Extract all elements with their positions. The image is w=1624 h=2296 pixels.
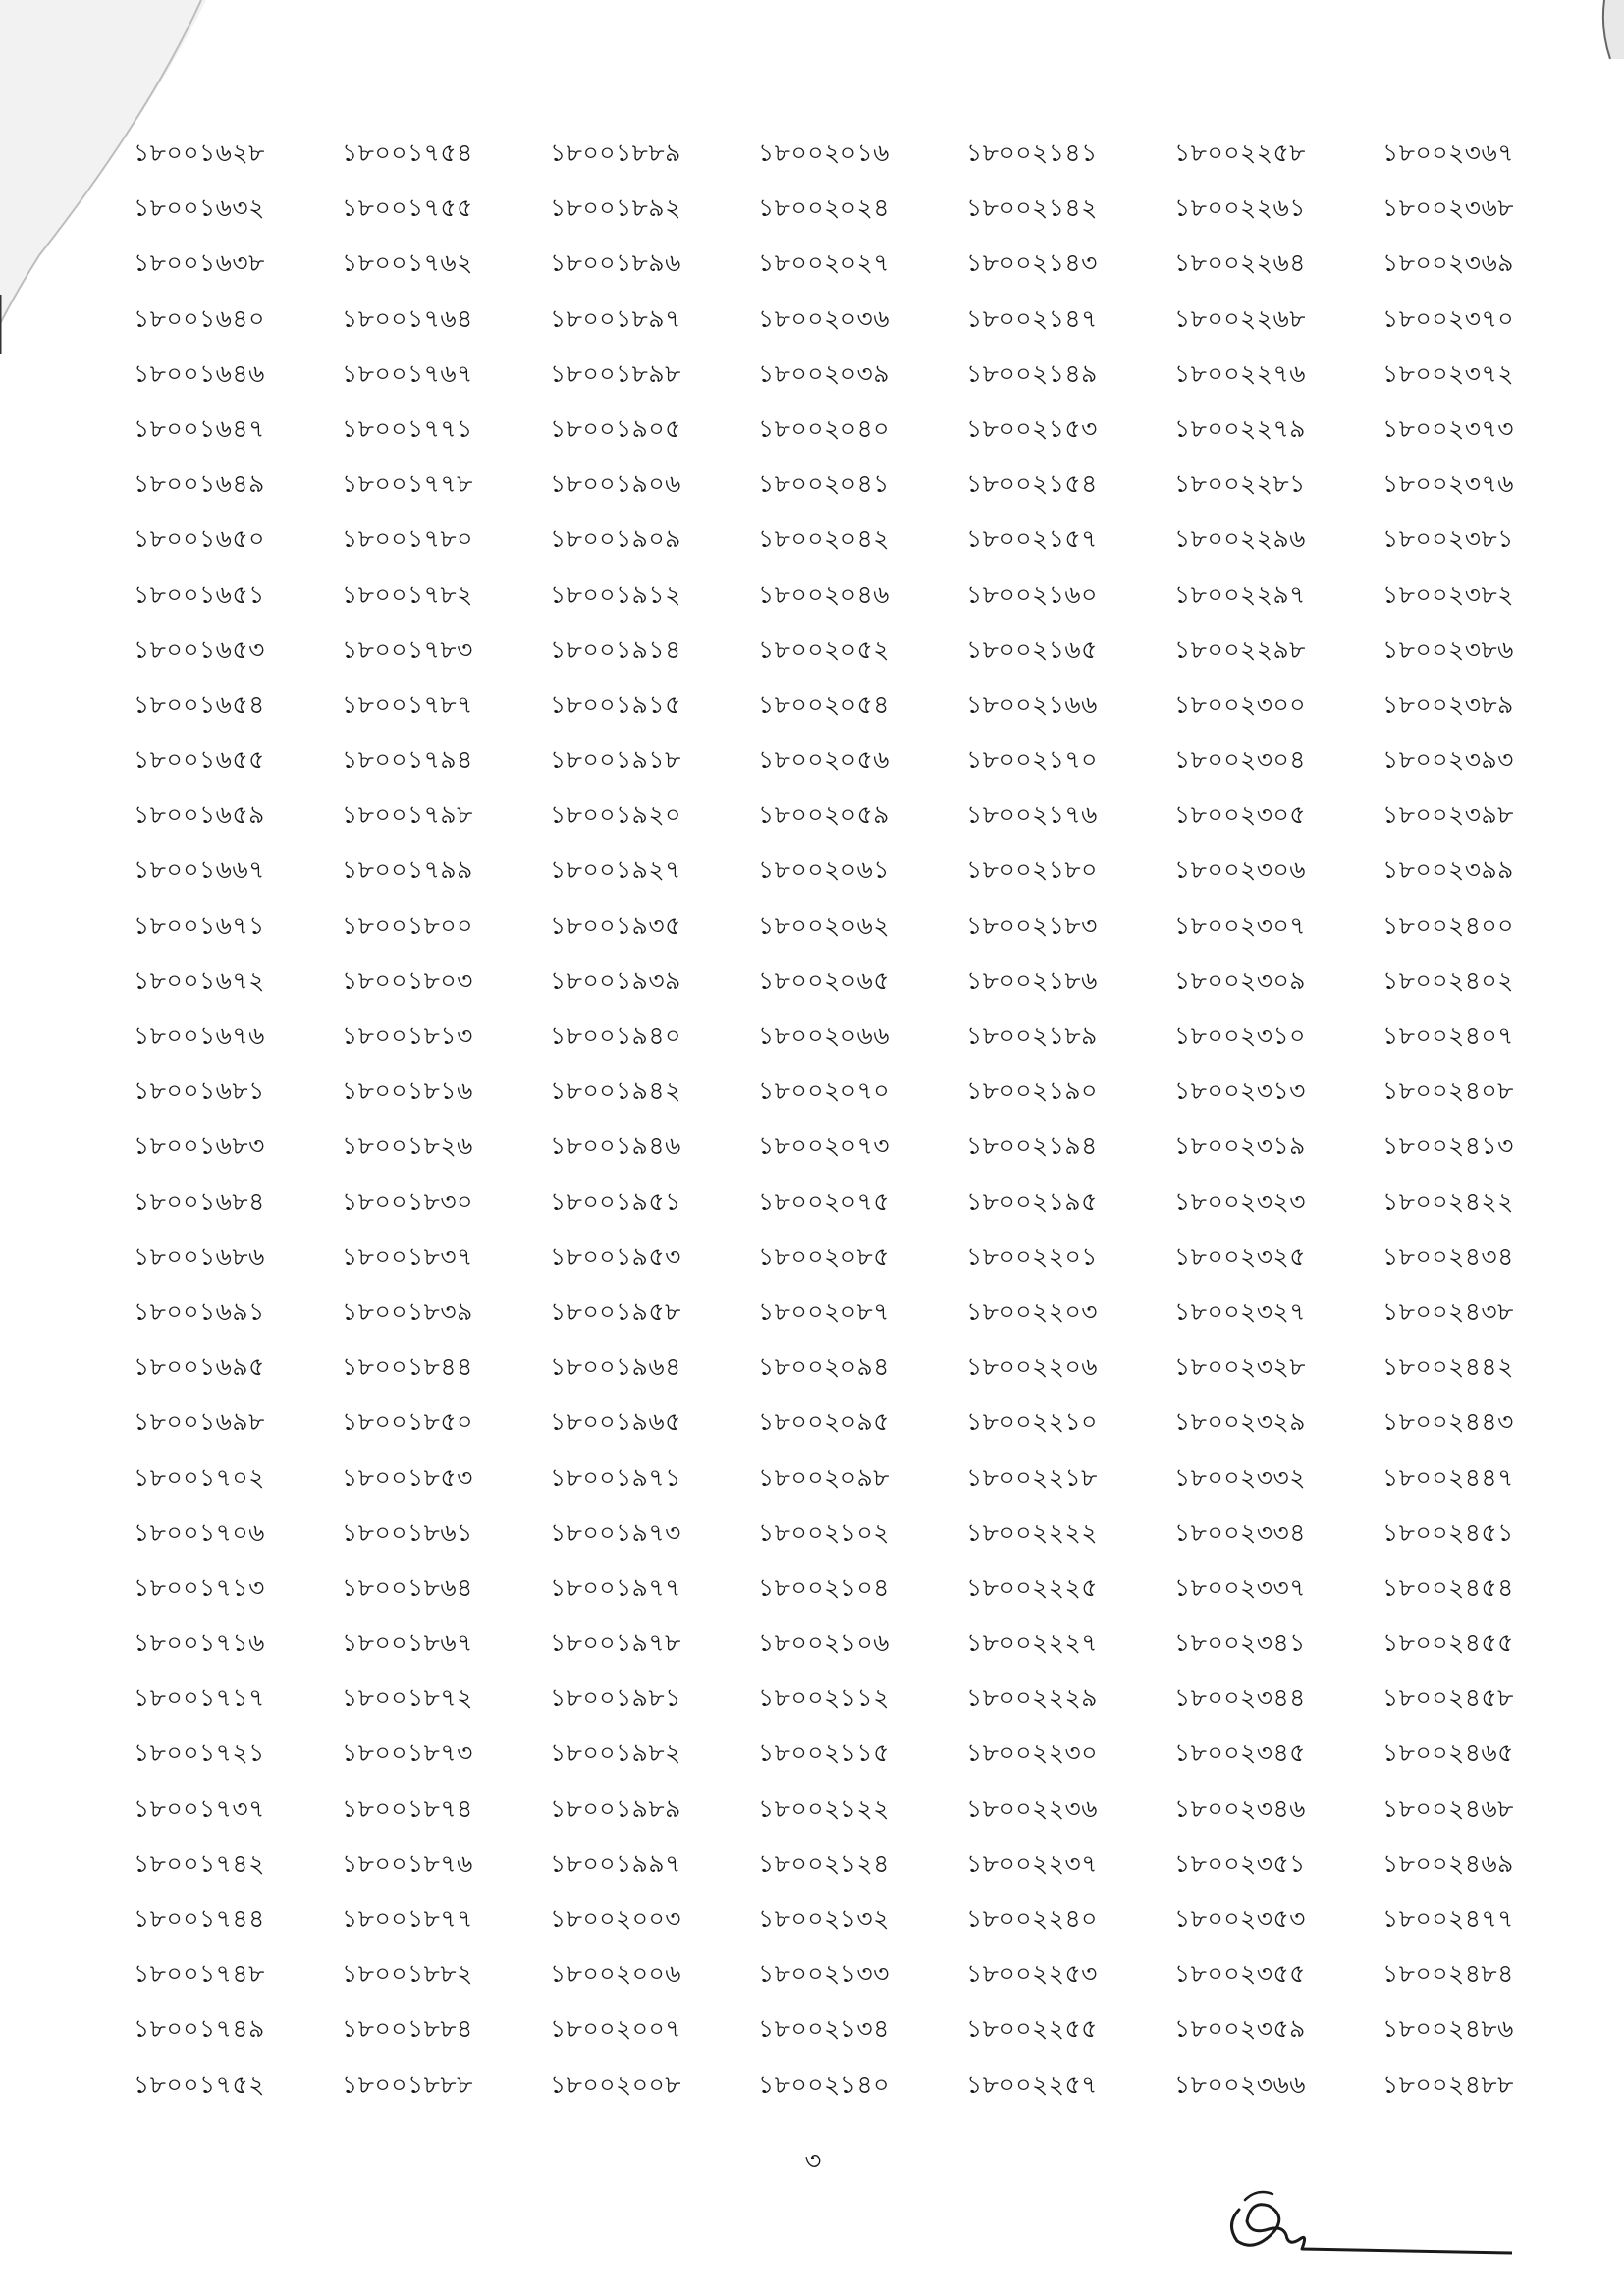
roll-number-cell: ১৮০০২০৫৬ xyxy=(758,745,890,775)
roll-number-cell: ১৮০০১৬৮১ xyxy=(134,1076,265,1106)
roll-number-cell: ১৮০০১৭৪৪ xyxy=(134,1904,265,1933)
roll-number-cell: ১৮০০২৪৮৬ xyxy=(1382,2014,1514,2044)
roll-number-cell: ১৮০০২২০১ xyxy=(966,1241,1098,1271)
roll-number-cell: ১৮০০২৩৪৬ xyxy=(1174,1793,1306,1823)
roll-number-cell: ১৮০০২৩৯৩ xyxy=(1382,745,1514,775)
roll-number-cell: ১৮০০১৯৭৩ xyxy=(550,1517,681,1547)
roll-number-cell: ১৮০০২৩২৫ xyxy=(1174,1241,1306,1271)
roll-number-cell: ১৮০০১৮৮২ xyxy=(342,1959,473,1989)
roll-number-cell: ১৮০০১৬৫৯ xyxy=(134,800,265,830)
roll-number-cell: ১৮০০১৬৫৩ xyxy=(134,634,265,664)
roll-number-cell: ১৮০০১৯৪২ xyxy=(550,1076,681,1106)
roll-number-cell: ১৮০০২৩১৯ xyxy=(1174,1131,1306,1161)
roll-number-cell: ১৮০০১৯১২ xyxy=(550,579,681,609)
roll-number-cell: ১৮০০২০০৮ xyxy=(550,2069,681,2099)
roll-number-cell: ১৮০০২১১২ xyxy=(758,1683,890,1713)
roll-number-cell: ১৮০০২১৪৭ xyxy=(966,303,1098,333)
roll-number-cell: ১৮০০১৯২৭ xyxy=(550,855,681,885)
roll-number-cell: ১৮০০১৮৬৭ xyxy=(342,1628,473,1658)
roll-number-cell: ১৮০০২২৬৪ xyxy=(1174,248,1306,278)
roll-number-cell: ১৮০০১৯৭১ xyxy=(550,1462,681,1492)
roll-number-cell: ১৮০০২০৬২ xyxy=(758,910,890,940)
roll-number-cell: ১৮০০২১৪৯ xyxy=(966,358,1098,388)
roll-number-cell: ১৮০০১৭৬৪ xyxy=(342,303,473,333)
roll-number-cell: ১৮০০২০৬৫ xyxy=(758,965,890,995)
roll-number-cell: ১৮০০১৮৯৮ xyxy=(550,358,681,388)
roll-number-cell: ১৮০০১৭৯৮ xyxy=(342,800,473,830)
roll-number-cell: ১৮০০২১৪০ xyxy=(758,2069,890,2099)
roll-number-cell: ১৮০০১৬৪০ xyxy=(134,303,265,333)
roll-number-cell: ১৮০০১৯৭৭ xyxy=(550,1572,681,1602)
roll-number-cell: ১৮০০১৮৭৬ xyxy=(342,1848,473,1878)
roll-number-cell: ১৮০০১৮০০ xyxy=(342,910,473,940)
roll-number-cell: ১৮০০২৪২২ xyxy=(1382,1186,1514,1216)
roll-number-cell: ১৮০০২০৩৬ xyxy=(758,303,890,333)
roll-number-cell: ১৮০০১৯১৮ xyxy=(550,745,681,775)
roll-number-cell: ১৮০০১৮৬১ xyxy=(342,1517,473,1547)
roll-number-cell: ১৮০০১৯৫১ xyxy=(550,1186,681,1216)
roll-number-cell: ১৮০০২১৯৫ xyxy=(966,1186,1098,1216)
roll-number-cell: ১৮০০১৭৯৪ xyxy=(342,745,473,775)
roll-number-cell: ১৮০০২০৪৬ xyxy=(758,579,890,609)
roll-number-cell: ১৮০০২১৭০ xyxy=(966,745,1098,775)
roll-number-cell: ১৮০০২৩৮১ xyxy=(1382,524,1514,554)
roll-number-cell: ১৮০০২৪৪৩ xyxy=(1382,1407,1514,1437)
roll-number-cell: ১৮০০২১৪১ xyxy=(966,138,1098,167)
roll-number-cell: ১৮০০২৩৬৬ xyxy=(1174,2069,1306,2099)
roll-number-cell: ১৮০০২১৭৬ xyxy=(966,800,1098,830)
roll-number-cell: ১৮০০২২৯৭ xyxy=(1174,579,1306,609)
roll-number-cell: ১৮০০২২৬৮ xyxy=(1174,303,1306,333)
roll-number-cell: ১৮০০১৮৬৪ xyxy=(342,1572,473,1602)
roll-number-cell: ১৮০০২০০৭ xyxy=(550,2014,681,2044)
roll-number-cell: ১৮০০১৭৫২ xyxy=(134,2069,265,2099)
roll-number-cell: ১৮০০১৯১৫ xyxy=(550,689,681,719)
roll-number-cell: ১৮০০১৮৭৭ xyxy=(342,1904,473,1933)
roll-number-cell: ১৮০০১৯৭৮ xyxy=(550,1628,681,1658)
roll-number-cell: ১৮০০১৮৯৬ xyxy=(550,248,681,278)
roll-number-cell: ১৮০০২১২৪ xyxy=(758,1848,890,1878)
roll-number-cell: ১৮০০১৬২৮ xyxy=(134,138,265,167)
roll-number-cell: ১৮০০২৩৮২ xyxy=(1382,579,1514,609)
roll-number-cell: ১৮০০২০১৬ xyxy=(758,138,890,167)
roll-number-cell: ১৮০০১৭৯৯ xyxy=(342,855,473,885)
roll-number-cell: ১৮০০২৩০৯ xyxy=(1174,965,1306,995)
roll-number-cell: ১৮০০১৬৮৪ xyxy=(134,1186,265,1216)
roll-number-cell: ১৮০০১৮১৩ xyxy=(342,1021,473,1050)
roll-number-cell: ১৮০০২০৪২ xyxy=(758,524,890,554)
roll-number-cell: ১৮০০২১৫৭ xyxy=(966,524,1098,554)
roll-number-cell: ১৮০০১৭১৩ xyxy=(134,1572,265,1602)
roll-number-cell: ১৮০০২৪৬৮ xyxy=(1382,1793,1514,1823)
roll-number-cell: ১৮০০২২৩৬ xyxy=(966,1793,1098,1823)
roll-number-cell: ১৮০০২১৬০ xyxy=(966,579,1098,609)
roll-number-cell: ১৮০০১৮৮৯ xyxy=(550,138,681,167)
roll-number-table xyxy=(134,126,1597,2112)
roll-number-cell: ১৮০০২২৫৭ xyxy=(966,2069,1098,2099)
roll-number-cell: ১৮০০১৮৫০ xyxy=(342,1407,473,1437)
roll-number-cell: ১৮০০২১৮৬ xyxy=(966,965,1098,995)
roll-number-cell: ১৮০০২৪৫১ xyxy=(1382,1517,1514,1547)
roll-number-cell: ১৮০০২২৩৭ xyxy=(966,1848,1098,1878)
roll-number-cell: ১৮০০১৮৭৪ xyxy=(342,1793,473,1823)
roll-number-cell: ১৮০০২২৭৬ xyxy=(1174,358,1306,388)
roll-number-cell: ১৮০০১৬৯৫ xyxy=(134,1352,265,1382)
roll-number-cell: ১৮০০২২৪০ xyxy=(966,1904,1098,1933)
roll-number-cell: ১৮০০২২৭৯ xyxy=(1174,413,1306,443)
roll-number-cell: ১৮০০২৪৩৮ xyxy=(1382,1296,1514,1326)
roll-number-cell: ১৮০০১৬৭৬ xyxy=(134,1021,265,1050)
roll-number-cell: ১৮০০২০৯৮ xyxy=(758,1462,890,1492)
roll-number-cell: ১৮০০২২৫৮ xyxy=(1174,138,1306,167)
roll-number-cell: ১৮০০২৩৮৯ xyxy=(1382,689,1514,719)
roll-number-cell: ১৮০০১৬৩৮ xyxy=(134,248,265,278)
roll-number-cell: ১৮০০২১১৫ xyxy=(758,1738,890,1768)
roll-number-cell: ১৮০০২১২২ xyxy=(758,1793,890,1823)
roll-number-cell: ১৮০০২১৮০ xyxy=(966,855,1098,885)
roll-number-cell: ১৮০০১৯৩৫ xyxy=(550,910,681,940)
roll-number-cell: ১৮০০১৬৯১ xyxy=(134,1296,265,1326)
roll-number-cell: ১৮০০২৩৫৫ xyxy=(1174,1959,1306,1989)
roll-number-cell: ১৮০০১৮১৬ xyxy=(342,1076,473,1106)
roll-number-cell: ১৮০০১৭৭১ xyxy=(342,413,473,443)
roll-number-cell: ১৮০০১৭৪৯ xyxy=(134,2014,265,2044)
roll-number-cell: ১৮০০২০৬১ xyxy=(758,855,890,885)
roll-number-cell: ১৮০০১৮৫৩ xyxy=(342,1462,473,1492)
roll-number-cell: ১৮০০২০৭৩ xyxy=(758,1131,890,1161)
roll-number-cell: ১৮০০২১৫৪ xyxy=(966,469,1098,499)
roll-number-cell: ১৮০০১৮৩০ xyxy=(342,1186,473,1216)
roll-number-cell: ১৮০০১৭৪৮ xyxy=(134,1959,265,1989)
roll-number-cell: ১৮০০২৩৪৪ xyxy=(1174,1683,1306,1713)
roll-number-cell: ১৮০০২২১০ xyxy=(966,1407,1098,1437)
roll-number-cell: ১৮০০২৩৭০ xyxy=(1382,303,1514,333)
roll-number-cell: ১৮০০২১৪২ xyxy=(966,193,1098,223)
roll-number-cell: ১৮০০২৩০০ xyxy=(1174,689,1306,719)
roll-number-cell: ১৮০০২১৫৩ xyxy=(966,413,1098,443)
roll-number-cell: ১৮০০১৭৩৭ xyxy=(134,1793,265,1823)
roll-number-cell: ১৮০০২৪৪৭ xyxy=(1382,1462,1514,1492)
roll-number-cell: ১৮০০২৩৭৩ xyxy=(1382,413,1514,443)
roll-number-cell: ১৮০০১৭৫৫ xyxy=(342,193,473,223)
roll-number-cell: ১৮০০২২৫৫ xyxy=(966,2014,1098,2044)
roll-number-cell: ১৮০০২৪০২ xyxy=(1382,965,1514,995)
roll-number-cell: ১৮০০২৪১৩ xyxy=(1382,1131,1514,1161)
roll-number-cell: ১৮০০২০০৬ xyxy=(550,1959,681,1989)
roll-number-cell: ১৮০০১৭৭৮ xyxy=(342,469,473,499)
roll-number-cell: ১৮০০১৮৪৪ xyxy=(342,1352,473,1382)
roll-number-cell: ১৮০০১৭৮৩ xyxy=(342,634,473,664)
roll-number-cell: ১৮০০২৩০৪ xyxy=(1174,745,1306,775)
handwritten-signature-icon xyxy=(1218,2170,1512,2259)
roll-number-cell: ১৮০০১৮৭২ xyxy=(342,1683,473,1713)
roll-number-cell: ১৮০০১৭২১ xyxy=(134,1738,265,1768)
roll-number-cell: ১৮০০২১০৪ xyxy=(758,1572,890,1602)
roll-number-cell: ১৮০০২০২৭ xyxy=(758,248,890,278)
roll-number-cell: ১৮০০২০৬৬ xyxy=(758,1021,890,1050)
roll-number-cell: ১৮০০১৭৮২ xyxy=(342,579,473,609)
roll-number-cell: ১৮০০১৭১৬ xyxy=(134,1628,265,1658)
roll-number-cell: ১৮০০২৩৬৭ xyxy=(1382,138,1514,167)
roll-number-cell: ১৮০০২৩৬৯ xyxy=(1382,248,1514,278)
roll-number-cell: ১৮০০২৪৭৭ xyxy=(1382,1904,1514,1933)
roll-number-cell: ১৮০০২৩৮৬ xyxy=(1382,634,1514,664)
roll-number-cell: ১৮০০২১৩৪ xyxy=(758,2014,890,2044)
roll-number-cell: ১৮০০২২০৩ xyxy=(966,1296,1098,1326)
roll-number-cell: ১৮০০১৮৯৭ xyxy=(550,303,681,333)
roll-number-cell: ১৮০০১৯৮১ xyxy=(550,1683,681,1713)
roll-number-cell: ১৮০০১৬৯৮ xyxy=(134,1407,265,1437)
roll-number-cell: ১৮০০১৬৩২ xyxy=(134,193,265,223)
roll-number-cell: ১৮০০১৯২০ xyxy=(550,800,681,830)
roll-number-cell: ১৮০০২৩৩২ xyxy=(1174,1462,1306,1492)
roll-number-cell: ১৮০০২৩৪৫ xyxy=(1174,1738,1306,1768)
roll-number-cell: ১৮০০২১৬৬ xyxy=(966,689,1098,719)
roll-number-cell: ১৮০০২০৭৫ xyxy=(758,1186,890,1216)
roll-number-cell: ১৮০০২০৮৫ xyxy=(758,1241,890,1271)
roll-number-cell: ১৮০০১৬৫৪ xyxy=(134,689,265,719)
roll-number-cell: ১৮০০২৩৭২ xyxy=(1382,358,1514,388)
roll-number-cell: ১৮০০২০৭০ xyxy=(758,1076,890,1106)
roll-number-cell: ১৮০০২৩২৮ xyxy=(1174,1352,1306,1382)
roll-number-cell: ১৮০০২৩২৩ xyxy=(1174,1186,1306,1216)
roll-number-cell: ১৮০০১৭৬৭ xyxy=(342,358,473,388)
roll-number-cell: ১৮০০২০০৩ xyxy=(550,1904,681,1933)
roll-number-cell: ১৮০০২৩৫৩ xyxy=(1174,1904,1306,1933)
roll-number-cell: ১৮০০১৮৮৪ xyxy=(342,2014,473,2044)
roll-number-cell: ১৮০০২২৯৮ xyxy=(1174,634,1306,664)
roll-number-cell: ১৮০০২৪৮৮ xyxy=(1382,2069,1514,2099)
roll-number-cell: ১৮০০১৭৮০ xyxy=(342,524,473,554)
roll-number-cell: ১৮০০২৩১৩ xyxy=(1174,1076,1306,1106)
roll-number-cell: ১৮০০১৮০৩ xyxy=(342,965,473,995)
roll-number-cell: ১৮০০২০৯৪ xyxy=(758,1352,890,1382)
roll-number-cell: ১৮০০২৩০৭ xyxy=(1174,910,1306,940)
roll-number-cell: ১৮০০২৩৩৭ xyxy=(1174,1572,1306,1602)
roll-number-cell: ১৮০০১৮৩৭ xyxy=(342,1241,473,1271)
roll-number-cell: ১৮০০২০৯৫ xyxy=(758,1407,890,1437)
roll-number-cell: ১৮০০১৯৪০ xyxy=(550,1021,681,1050)
roll-number-cell: ১৮০০২৪০৭ xyxy=(1382,1021,1514,1050)
page-number: ৩ xyxy=(804,2147,822,2176)
roll-number-cell: ১৮০০২৪৬৯ xyxy=(1382,1848,1514,1878)
roll-number-cell: ১৮০০১৬৪৯ xyxy=(134,469,265,499)
roll-number-cell: ১৮০০২১৮৩ xyxy=(966,910,1098,940)
roll-number-cell: ১৮০০২২২৯ xyxy=(966,1683,1098,1713)
roll-number-cell: ১৮০০২৪৫৮ xyxy=(1382,1683,1514,1713)
roll-number-cell: ১৮০০২৩৫১ xyxy=(1174,1848,1306,1878)
roll-number-cell: ১৮০০১৬৪৭ xyxy=(134,413,265,443)
roll-number-cell: ১৮০০১৯৩৯ xyxy=(550,965,681,995)
roll-number-cell: ১৮০০২০৫৯ xyxy=(758,800,890,830)
roll-number-cell: ১৮০০১৬৭১ xyxy=(134,910,265,940)
roll-number-cell: ১৮০০২৪৫৪ xyxy=(1382,1572,1514,1602)
roll-number-cell: ১৮০০২৪৮৪ xyxy=(1382,1959,1514,1989)
roll-number-cell: ১৮০০১৯৪৬ xyxy=(550,1131,681,1161)
roll-number-cell: ১৮০০২০২৪ xyxy=(758,193,890,223)
roll-number-cell: ১৮০০২৩০৬ xyxy=(1174,855,1306,885)
roll-number-cell: ১৮০০১৮৭৩ xyxy=(342,1738,473,1768)
roll-number-cell: ১৮০০২২৬১ xyxy=(1174,193,1306,223)
roll-number-cell: ১৮০০২২২২ xyxy=(966,1517,1098,1547)
roll-number-cell: ১৮০০২৪০৮ xyxy=(1382,1076,1514,1106)
roll-number-cell: ১৮০০২১০২ xyxy=(758,1517,890,1547)
roll-number-cell: ১৮০০২১৯৪ xyxy=(966,1131,1098,1161)
roll-number-cell: ১৮০০২২৮১ xyxy=(1174,469,1306,499)
roll-number-cell: ১৮০০১৯৫৮ xyxy=(550,1296,681,1326)
roll-number-cell: ১৮০০১৭০৬ xyxy=(134,1517,265,1547)
roll-number-cell: ১৮০০১৯৬৫ xyxy=(550,1407,681,1437)
roll-number-cell: ১৮০০১৯৫৩ xyxy=(550,1241,681,1271)
roll-number-cell: ১৮০০২৩৬৮ xyxy=(1382,193,1514,223)
roll-number-cell: ১৮০০১৭০২ xyxy=(134,1462,265,1492)
roll-number-cell: ১৮০০১৬৫১ xyxy=(134,579,265,609)
roll-number-cell: ১৮০০২২৯৬ xyxy=(1174,524,1306,554)
roll-number-cell: ১৮০০২০৪১ xyxy=(758,469,890,499)
roll-number-cell: ১৮০০১৮৮৮ xyxy=(342,2069,473,2099)
roll-number-cell: ১৮০০২৪৪২ xyxy=(1382,1352,1514,1382)
roll-number-cell: ১৮০০১৯৮২ xyxy=(550,1738,681,1768)
roll-number-cell: ১৮০০২৩৭৬ xyxy=(1382,469,1514,499)
roll-number-cell: ১৮০০১৯৬৪ xyxy=(550,1352,681,1382)
roll-number-cell: ১৮০০২১৩২ xyxy=(758,1904,890,1933)
roll-number-cell: ১৮০০২৪৩৪ xyxy=(1382,1241,1514,1271)
roll-number-cell: ১৮০০১৭৫৪ xyxy=(342,138,473,167)
roll-number-cell: ১৮০০২২০৬ xyxy=(966,1352,1098,1382)
roll-number-cell: ১৮০০২৩২৭ xyxy=(1174,1296,1306,1326)
roll-number-cell: ১৮০০১৯০৫ xyxy=(550,413,681,443)
roll-number-cell: ১৮০০১৯৮৯ xyxy=(550,1793,681,1823)
roll-number-cell: ১৮০০২২২৭ xyxy=(966,1628,1098,1658)
roll-number-cell: ১৮০০১৯০৯ xyxy=(550,524,681,554)
roll-number-cell: ১৮০০২৩০৫ xyxy=(1174,800,1306,830)
roll-number-cell: ১৮০০২২৩০ xyxy=(966,1738,1098,1768)
roll-number-cell: ১৮০০২১৪৩ xyxy=(966,248,1098,278)
roll-number-cell: ১৮০০১৬৪৬ xyxy=(134,358,265,388)
roll-number-cell: ১৮০০২৩৯৮ xyxy=(1382,800,1514,830)
roll-number-cell: ১৮০০১৬৬৭ xyxy=(134,855,265,885)
roll-number-cell: ১৮০০২২৫৩ xyxy=(966,1959,1098,1989)
roll-number-cell: ১৮০০১৯০৬ xyxy=(550,469,681,499)
roll-number-cell: ১৮০০২৩৪১ xyxy=(1174,1628,1306,1658)
roll-number-cell: ১৮০০২০৪০ xyxy=(758,413,890,443)
roll-number-cell: ১৮০০২০৩৯ xyxy=(758,358,890,388)
roll-number-cell: ১৮০০১৭৪২ xyxy=(134,1848,265,1878)
roll-number-cell: ১৮০০২১৩৩ xyxy=(758,1959,890,1989)
roll-number-cell: ১৮০০১৮৯২ xyxy=(550,193,681,223)
roll-number-cell: ১৮০০২৪০০ xyxy=(1382,910,1514,940)
roll-number-cell: ১৮০০২৪৫৫ xyxy=(1382,1628,1514,1658)
page-edge-mark xyxy=(1585,0,1624,59)
roll-number-cell: ১৮০০১৯১৪ xyxy=(550,634,681,664)
roll-number-cell: ১৮০০২৩২৯ xyxy=(1174,1407,1306,1437)
roll-number-cell: ১৮০০২০৫২ xyxy=(758,634,890,664)
roll-number-cell: ১৮০০২১০৬ xyxy=(758,1628,890,1658)
roll-number-cell: ১৮০০১৬৫০ xyxy=(134,524,265,554)
roll-number-cell: ১৮০০১৭১৭ xyxy=(134,1683,265,1713)
roll-number-cell: ১৮০০২৩৩৪ xyxy=(1174,1517,1306,1547)
roll-number-cell: ১৮০০২৪৬৫ xyxy=(1382,1738,1514,1768)
roll-number-cell: ১৮০০২০৮৭ xyxy=(758,1296,890,1326)
roll-number-cell: ১৮০০২৩৫৯ xyxy=(1174,2014,1306,2044)
roll-number-cell: ১৮০০১৬৭২ xyxy=(134,965,265,995)
roll-number-cell: ১৮০০১৬৮৩ xyxy=(134,1131,265,1161)
roll-number-cell: ১৮০০১৬৮৬ xyxy=(134,1241,265,1271)
roll-number-cell: ১৮০০২০৫৪ xyxy=(758,689,890,719)
roll-number-cell: ১৮০০২৩১০ xyxy=(1174,1021,1306,1050)
roll-number-cell: ১৮০০২৩৯৯ xyxy=(1382,855,1514,885)
roll-number-cell: ১৮০০২২১৮ xyxy=(966,1462,1098,1492)
roll-number-cell: ১৮০০২২২৫ xyxy=(966,1572,1098,1602)
roll-number-cell: ১৮০০১৬৫৫ xyxy=(134,745,265,775)
roll-number-cell: ১৮০০১৭৮৭ xyxy=(342,689,473,719)
roll-number-cell: ১৮০০২১৯০ xyxy=(966,1076,1098,1106)
roll-number-cell: ১৮০০১৭৬২ xyxy=(342,248,473,278)
roll-number-cell: ১৮০০১৮৩৯ xyxy=(342,1296,473,1326)
roll-number-cell: ১৮০০১৯৯৭ xyxy=(550,1848,681,1878)
roll-number-cell: ১৮০০১৮২৬ xyxy=(342,1131,473,1161)
roll-number-cell: ১৮০০২১৬৫ xyxy=(966,634,1098,664)
roll-number-cell: ১৮০০২১৮৯ xyxy=(966,1021,1098,1050)
